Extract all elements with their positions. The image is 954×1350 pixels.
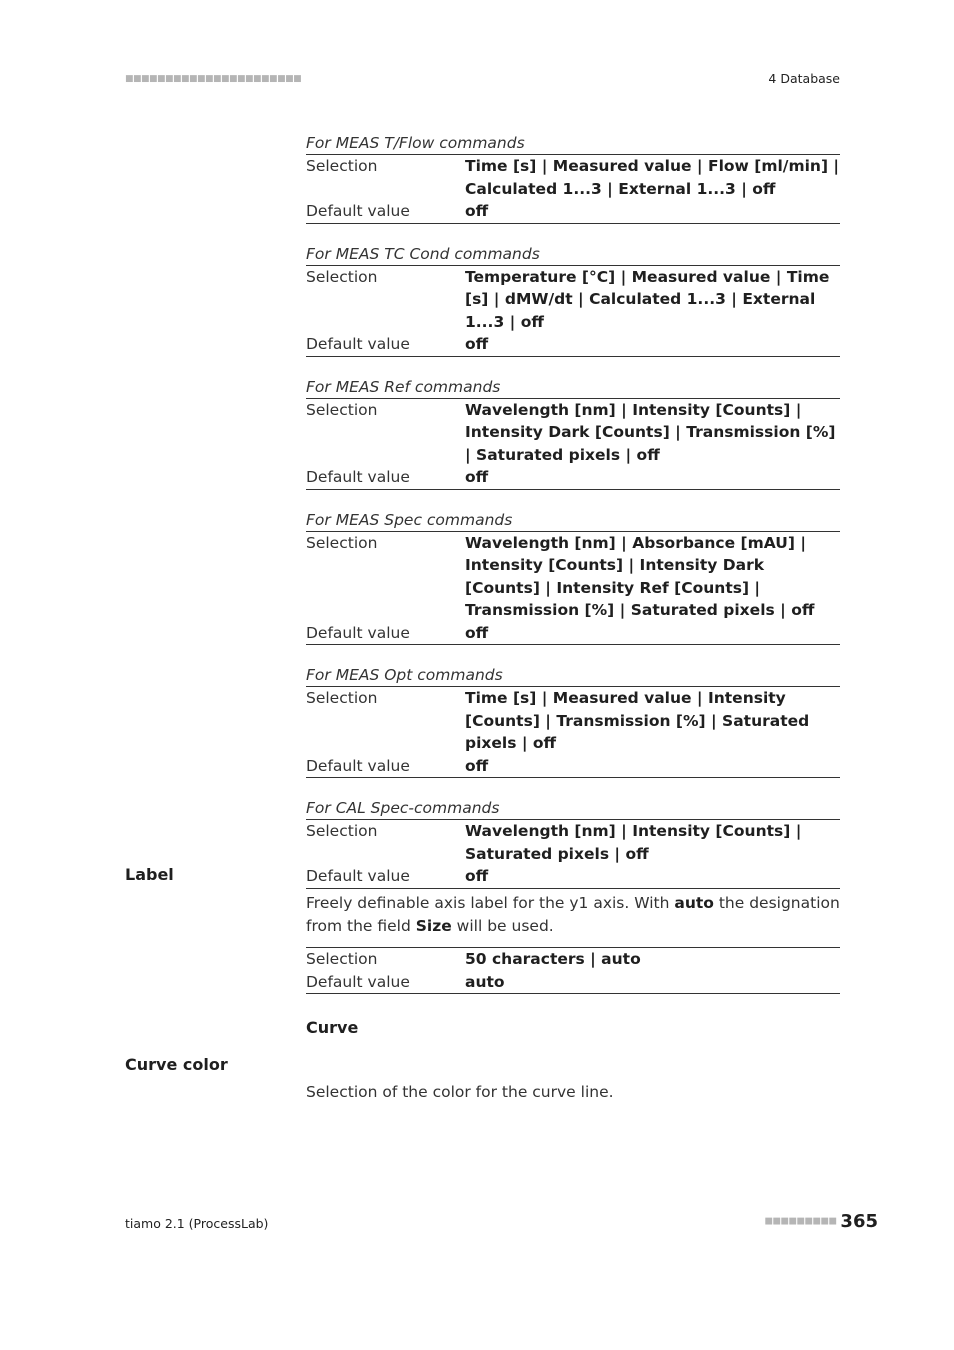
block-caption: For MEAS Ref commands — [306, 377, 501, 396]
default-value: off — [465, 468, 489, 486]
param-block — [306, 376, 840, 490]
default-label: Default value — [306, 972, 410, 991]
param-table — [306, 819, 840, 889]
block-caption: For CAL Spec-commands — [306, 799, 500, 817]
default-label: Default value — [306, 867, 410, 885]
param-block — [306, 132, 840, 224]
default-label: Default value — [306, 202, 410, 220]
param-table — [306, 265, 840, 357]
selection-value: 50 characters | auto — [465, 950, 641, 968]
label-description — [306, 892, 840, 937]
param-table — [306, 947, 840, 994]
block-caption: For MEAS Opt commands — [306, 666, 503, 684]
default-label: Default value — [306, 756, 410, 775]
page-number: 365 — [840, 1211, 878, 1232]
selection-label: Selection — [306, 533, 378, 552]
footer-product: tiamo 2.1 (ProcessLab) — [125, 1216, 269, 1231]
default-label: Default value — [306, 335, 410, 353]
default-value: off — [465, 335, 489, 353]
selection-label: Selection — [306, 400, 378, 419]
label-heading: Label — [125, 865, 174, 884]
default-value: off — [465, 623, 489, 642]
selection-value: Time [s] | Measured value | Flow [ml/min] | Calculated 1...3 | External 1...3 | off — [465, 157, 840, 198]
header-section-title: 4 Database — [768, 71, 840, 86]
selection-value: Wavelength [nm] | Intensity [Counts] | Intensity Dark [Counts] | Transmission [%] | Saturated pixels | off — [465, 400, 836, 464]
param-block — [306, 664, 840, 778]
desc-text: the designation from the field — [306, 894, 840, 935]
desc-text: Freely definable axis label for the y1 axis. With — [306, 894, 675, 912]
default-label: Default value — [306, 468, 410, 486]
desc-text: will be used. — [451, 916, 554, 935]
param-block — [306, 797, 840, 889]
curve-color-description: Selection of the color for the curve line. — [306, 1083, 614, 1101]
footer-decoration: ■■■■■■■■■ — [764, 1216, 837, 1227]
block-caption: For MEAS TC Cond commands — [306, 244, 540, 263]
selection-label: Selection — [306, 822, 378, 840]
selection-label: Selection — [306, 689, 378, 707]
label-param-table-wrap — [306, 947, 840, 994]
footer-page — [764, 1211, 878, 1232]
default-value: auto — [465, 972, 505, 991]
selection-tables — [306, 132, 840, 908]
default-value: off — [465, 867, 489, 885]
default-label: Default value — [306, 623, 410, 642]
default-value: off — [465, 202, 489, 220]
curve-subheading: Curve — [306, 1018, 359, 1037]
block-caption: For MEAS T/Flow commands — [306, 134, 525, 152]
desc-keyword-size: Size — [415, 916, 452, 935]
block-caption: For MEAS Spec commands — [306, 510, 513, 529]
desc-keyword-auto: auto — [674, 894, 714, 912]
selection-label: Selection — [306, 157, 378, 175]
curve-color-heading: Curve color — [125, 1055, 228, 1074]
param-table — [306, 154, 840, 224]
param-table — [306, 686, 840, 778]
selection-value: Wavelength [nm] | Intensity [Counts] | Saturated pixels | off — [465, 822, 802, 863]
param-table — [306, 531, 840, 646]
selection-value: Time [s] | Measured value | Intensity [Counts] | Transmission [%] | Saturated pixels | off — [465, 689, 810, 752]
selection-value: Temperature [°C] | Measured value | Time [s] | dMW/dt | Calculated 1...3 | External 1...3 | off — [465, 267, 830, 331]
param-block — [306, 509, 840, 646]
default-value: off — [465, 756, 489, 775]
selection-value: Wavelength [nm] | Absorbance [mAU] | Intensity [Counts] | Intensity Dark [Counts] | Intensity Ref [Counts] | Transmission [%] | Saturated pixels | off — [465, 533, 815, 619]
header-decoration: ■■■■■■■■■■■■■■■■■■■■■■ — [125, 74, 302, 84]
param-table — [306, 398, 840, 490]
selection-label: Selection — [306, 950, 378, 968]
param-block — [306, 243, 840, 357]
selection-label: Selection — [306, 267, 378, 286]
